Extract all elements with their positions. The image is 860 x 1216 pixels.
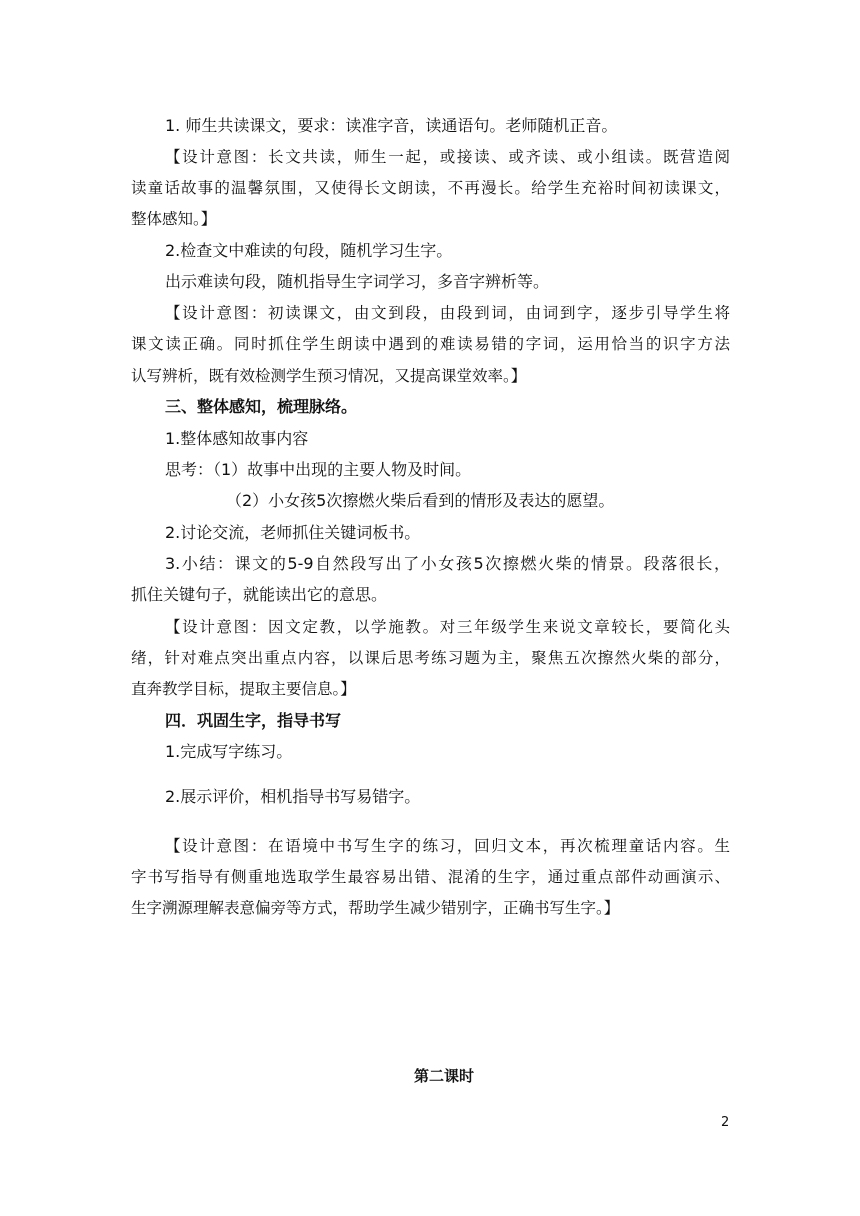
paragraph-line: 2.讨论交流，老师抓住关键词板书。 xyxy=(165,523,421,542)
paragraph-line: 抓住关键句子，就能读出它的意思。 xyxy=(131,585,388,604)
paragraph-line: 3.小结：课文的5-9自然段写出了小女孩5次擦燃火柴的情景。段落很长， xyxy=(165,554,730,573)
design-intent-line: 生字溯源理解表意偏旁等方式，帮助学生减少错别字，正确书写生字。】 xyxy=(131,899,620,917)
paragraph-line: 1. 师生共读课文，要求：读准字音，读通语句。老师随机正音。 xyxy=(165,116,618,135)
section-heading: 四．巩固生字，指导书写 xyxy=(165,711,342,730)
design-intent-line: 读童话故事的温馨氛围，又使得长文朗读，不再漫长。给学生充裕时间初读课文， xyxy=(131,179,730,197)
paragraph-line: 2.展示评价，相机指导书写易错字。 xyxy=(165,787,421,806)
design-intent-line: 【设计意图：长文共读，师生一起，或接读、或齐读、或小组读。既营造阅 xyxy=(165,148,730,166)
design-intent-line: 直奔教学目标，提取主要信息。】 xyxy=(131,680,356,698)
design-intent-line: 整体感知。】 xyxy=(131,210,217,228)
design-intent-line: 【设计意图：在语境中书写生字的练习，回归文本，再次梳理童话内容。生 xyxy=(165,837,730,855)
paragraph-line: 2.检查文中难读的句段，随机学习生字。 xyxy=(165,241,453,260)
page-number: 2 xyxy=(721,1115,730,1130)
paragraph-line: 1.完成写字练习。 xyxy=(165,742,293,761)
design-intent-line: 课文读正确。同时抓住学生朗读中遇到的难读易错的字词，运用恰当的识字方法 xyxy=(131,335,730,353)
design-intent-line: 【设计意图：初读课文，由文到段，由段到词，由词到字，逐步引导学生将 xyxy=(165,304,730,322)
design-intent-line: 【设计意图：因文定教，以学施教。对三年级学生来说文章较长，要简化头 xyxy=(165,618,730,636)
paragraph-line: 出示难读句段，随机指导生字词学习，多音字辨析等。 xyxy=(165,272,550,291)
paragraph-line: 思考：（1）故事中出现的主要人物及时间。 xyxy=(165,460,472,479)
design-intent-line: 字书写指导有侧重地选取学生最容易出错、混淆的生字，通过重点部件动画演示、 xyxy=(131,868,730,886)
lesson-heading: 第二课时 xyxy=(414,1067,475,1085)
paragraph-line: （2）小女孩5次擦燃火柴后看到的情形及表达的愿望。 xyxy=(226,491,615,510)
design-intent-line: 绪，针对难点突出重点内容，以课后思考练习题为主，聚焦五次擦然火柴的部分， xyxy=(131,649,730,667)
design-intent-line: 认写辨析，既有效检测学生预习情况，又提高课堂效率。】 xyxy=(131,367,527,385)
section-heading: 三、整体感知，梳理脉络。 xyxy=(165,397,358,416)
paragraph-line: 1.整体感知故事内容 xyxy=(165,429,309,448)
